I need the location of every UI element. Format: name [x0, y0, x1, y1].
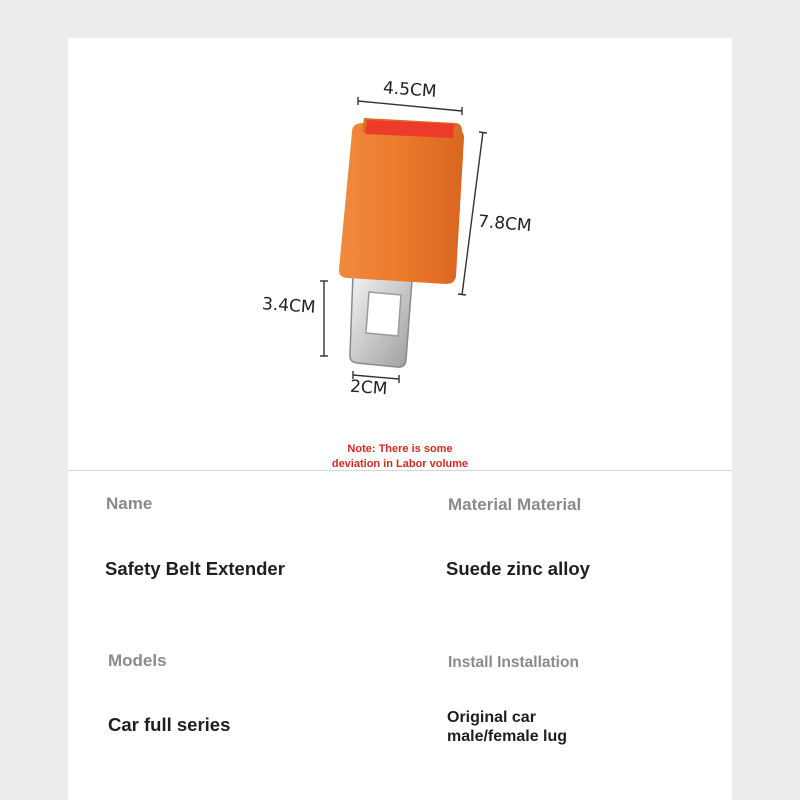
- name-label: Name: [106, 494, 153, 513]
- dimension-height-label: 7.8CM: [477, 211, 533, 237]
- dimension-width-label: 4.5CM: [382, 78, 438, 102]
- dimension-tongue-length-label: 3.4CM: [261, 294, 317, 318]
- product-card: [68, 38, 732, 800]
- dimension-tongue-width-label: 2CM: [349, 376, 389, 400]
- install-value: [447, 708, 567, 746]
- name-value: Safety Belt Extender: [105, 558, 285, 579]
- section-divider: [68, 470, 732, 471]
- install-value-line-2: male/female lug: [447, 728, 568, 745]
- note-line-1: Note: There is some: [347, 443, 453, 455]
- material-label: Material Material: [448, 495, 582, 514]
- seat-belt-extender-illustration: [68, 38, 732, 468]
- buckle-body: [339, 118, 464, 284]
- models-label: Models: [108, 651, 167, 670]
- install-value-line-1: Original car: [447, 709, 536, 726]
- metal-tongue: [350, 274, 412, 367]
- material-value: Suede zinc alloy: [446, 558, 590, 579]
- deviation-note: [68, 442, 732, 472]
- install-label: Install Installation: [448, 654, 579, 671]
- product-figure: [68, 38, 732, 468]
- models-value: Car full series: [108, 714, 231, 735]
- note-line-2: deviation in Labor volume: [331, 458, 469, 470]
